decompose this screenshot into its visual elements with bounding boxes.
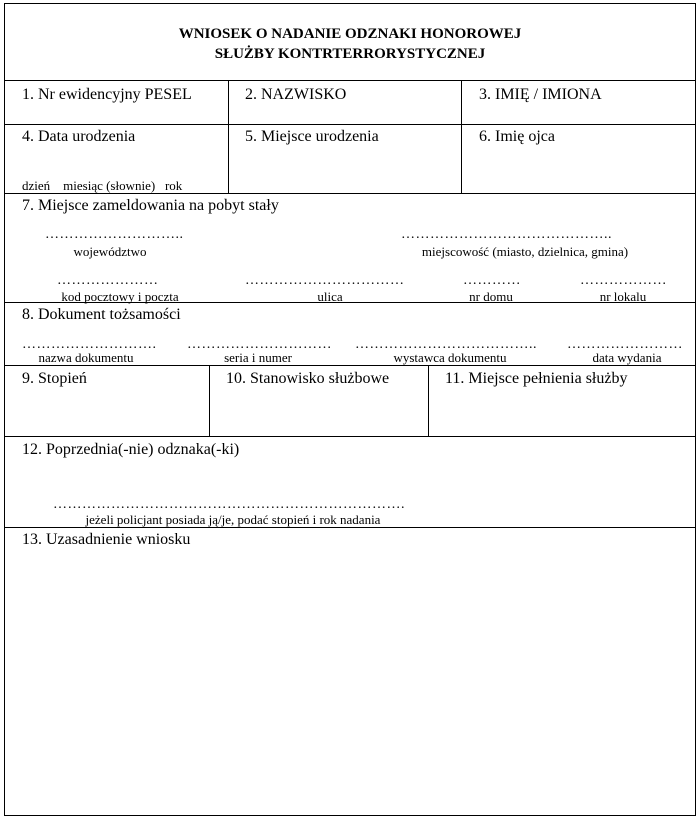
field-position-label: 10. Stanowisko służbowe	[226, 370, 390, 387]
doc-series-dots: …………………………	[187, 337, 332, 352]
divider	[5, 124, 695, 125]
field-rank-label: 9. Stopień	[22, 370, 87, 387]
divider	[5, 365, 695, 366]
doc-issue-date-caption: data wydania	[592, 350, 662, 365]
field-justification-label: 13. Uzasadnienie wniosku	[22, 531, 191, 548]
field-previous-badges-label: 12. Poprzednia(-nie) odznaka(-ki)	[22, 441, 240, 458]
divider	[5, 193, 695, 194]
voivodeship-dots: ………………………..	[45, 227, 184, 242]
field-birth-place-label: 5. Miejsce urodzenia	[245, 128, 379, 145]
doc-issuer-dots: ………………………………..	[355, 337, 537, 352]
field-service-place-label: 11. Miejsce pełnienia służby	[445, 370, 628, 387]
postal-code-caption: kod pocztowy i poczta	[61, 289, 179, 304]
field-address-label: 7. Miejsce zameldowania na pobyt stały	[22, 197, 279, 214]
house-number-dots: …………	[463, 273, 521, 288]
doc-issuer-caption: wystawca dokumentu	[393, 350, 507, 365]
field-father-name-label: 6. Imię ojca	[479, 128, 555, 145]
divider	[5, 527, 695, 528]
doc-name-dots: ……………………….	[22, 337, 157, 352]
previous-badges-dots: ……………………………………………………………….	[53, 497, 405, 512]
doc-name-caption: nazwa dokumentu	[38, 350, 134, 365]
street-dots: ……………………………	[245, 273, 405, 288]
field-first-names-label: 3. IMIĘ / IMIONA	[479, 86, 602, 103]
divider	[5, 436, 695, 437]
divider	[5, 80, 695, 81]
application-form	[4, 3, 696, 816]
flat-number-dots: ………………	[580, 273, 667, 288]
field-id-document-label: 8. Dokument tożsamości	[22, 306, 181, 323]
doc-series-caption: seria i numer	[224, 350, 292, 365]
divider	[209, 365, 210, 436]
street-caption: ulica	[317, 289, 343, 304]
form-title-line-1: WNIOSEK O NADANIE ODZNAKI HONOROWEJ	[178, 26, 522, 42]
field-pesel-label: 1. Nr ewidencyjny PESEL	[22, 86, 192, 103]
postal-code-dots: …………………	[57, 273, 159, 288]
birth-date-hint: dzień miesiąc (słownie) rok	[22, 178, 183, 193]
voivodeship-caption: województwo	[73, 244, 147, 259]
previous-badges-caption: jeżeli policjant posiada ją/je, podać stopień i rok nadania	[85, 512, 381, 527]
locality-dots: ……………………………………..	[401, 227, 612, 242]
house-number-caption: nr domu	[469, 289, 513, 304]
field-surname-label: 2. NAZWISKO	[245, 86, 347, 103]
divider	[228, 80, 229, 193]
doc-issue-date-dots: ……………………	[567, 337, 683, 352]
locality-caption: miejscowość (miasto, dzielnica, gmina)	[421, 244, 629, 259]
form-title-line-2: SŁUŻBY KONTRTERRORYSTYCZNEJ	[214, 46, 486, 62]
field-birth-date-label: 4. Data urodzenia	[22, 128, 136, 145]
flat-number-caption: nr lokalu	[599, 289, 647, 304]
divider	[428, 365, 429, 436]
divider	[461, 80, 462, 193]
